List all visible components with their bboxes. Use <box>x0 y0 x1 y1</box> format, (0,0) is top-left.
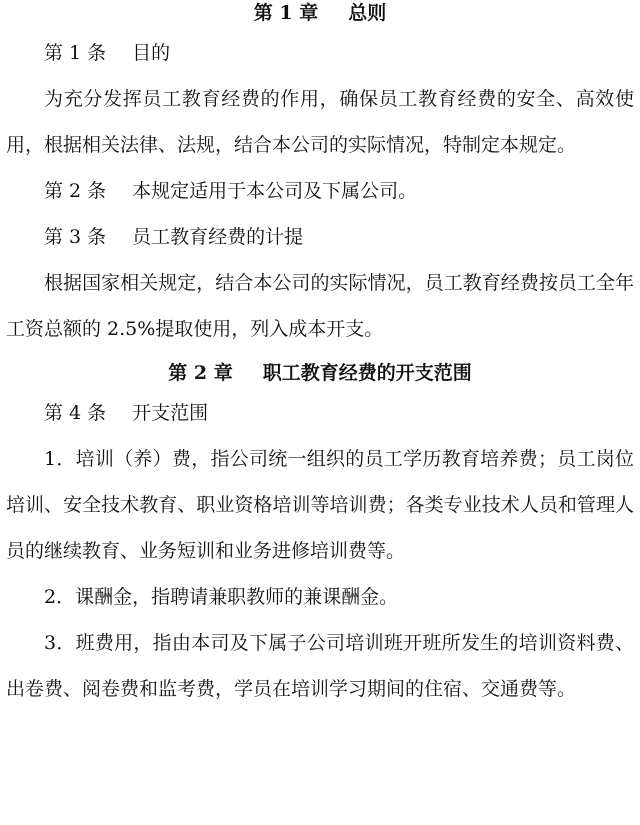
chapter-2-title: 职工教育经费的开支范围 <box>262 362 472 384</box>
chapter-1-title: 总则 <box>348 2 387 24</box>
article-2-title: 本规定适用于本公司及下属公司。 <box>132 180 418 202</box>
article-3-title: 员工教育经费的计提 <box>132 226 304 248</box>
article-4-title: 开支范围 <box>132 402 209 424</box>
article-2-number: 第 2 条 <box>44 180 107 202</box>
chapter-1-number: 第 1 章 <box>253 2 319 24</box>
article-1-text: 为充分发挥员工教育经费的作用，确保员工教育经费的安全、高效使用，根据相关法律、法规，结合本公司的实际情况，特制定本规定。 <box>6 88 634 156</box>
article-3-text: 根据国家相关规定，结合本公司的实际情况，员工教育经费按员工全年工资总额的 2.5%提取使用，列入成本开支。 <box>6 272 634 340</box>
article-4-heading <box>6 390 634 436</box>
item-3-text: 3．班费用，指由本司及下属子公司培训班开班所发生的培训资料费、出卷费、阅卷费和监考费，学员在培训学习期间的住宿、交通费等。 <box>6 632 634 700</box>
article-2-heading <box>6 168 634 214</box>
article-1-heading <box>6 30 634 76</box>
item-1-text: 1．培训（养）费，指公司统一组织的员工学历教育培养费；员工岗位培训、安全技术教育、职业资格培训等培训费；各类专业技术人员和管理人员的继续教育、业务短训和业务进修培训费等。 <box>6 448 634 562</box>
chapter-2-heading <box>6 356 634 390</box>
article-1-title: 目的 <box>132 42 171 64</box>
item-2-text: 2．课酬金，指聘请兼职教师的兼课酬金。 <box>44 586 399 608</box>
article-4-number: 第 4 条 <box>44 402 107 424</box>
article-3-heading <box>6 214 634 260</box>
article-1-number: 第 1 条 <box>44 42 107 64</box>
chapter-2-number: 第 2 章 <box>168 362 233 384</box>
article-3-number: 第 3 条 <box>44 226 107 248</box>
chapter-1-heading <box>6 0 634 30</box>
